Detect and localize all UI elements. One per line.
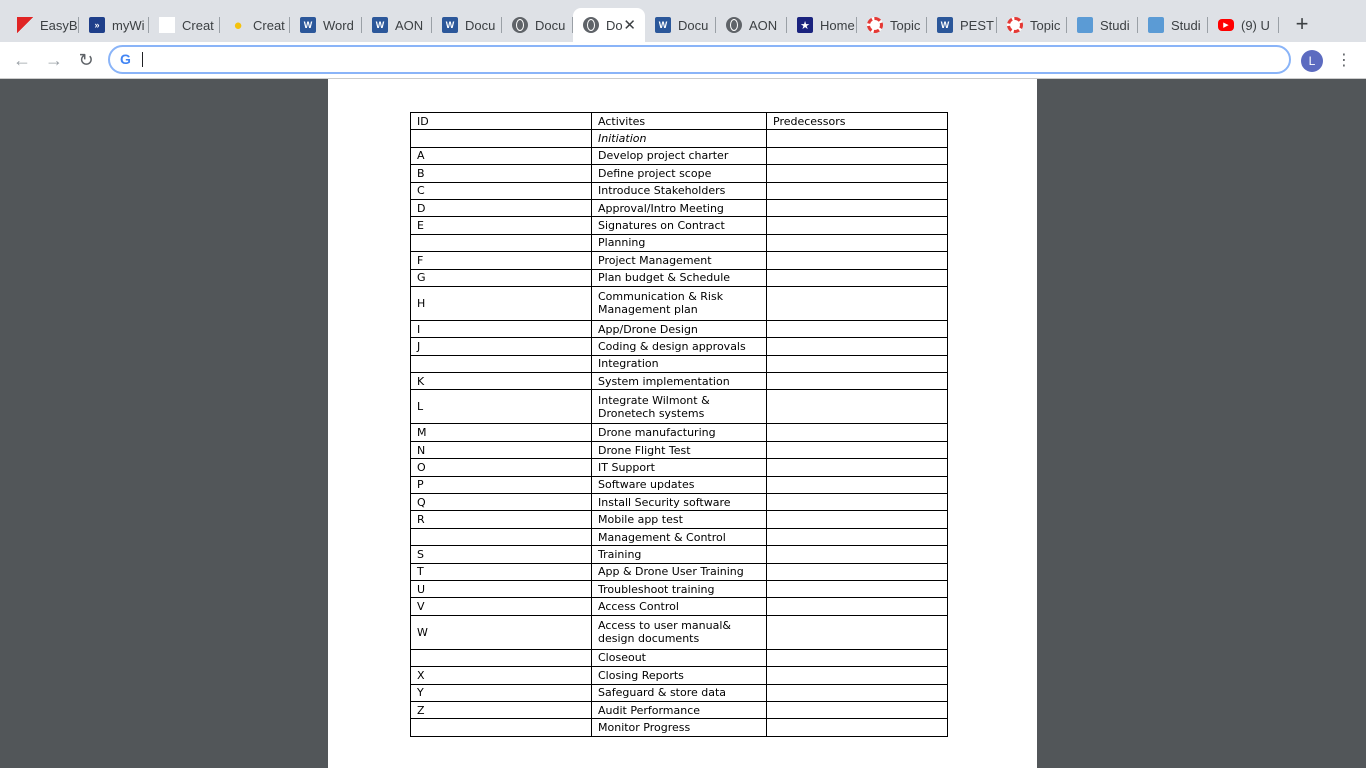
- predecessors-cell: [767, 649, 948, 666]
- predecessors-cell: [767, 719, 948, 736]
- id-cell: U: [411, 580, 592, 597]
- table-row: [411, 684, 948, 701]
- predecessors-cell: [767, 563, 948, 580]
- tab-separator: [1278, 17, 1279, 33]
- activity-cell: Planning: [592, 234, 767, 251]
- id-cell: A: [411, 147, 592, 164]
- predecessors-cell: [767, 598, 948, 615]
- activity-cell: Monitor Progress: [592, 719, 767, 736]
- activity-cell: Approval/Intro Meeting: [592, 199, 767, 216]
- table-row: [411, 649, 948, 666]
- id-cell: W: [411, 615, 592, 649]
- tab-title: Home: [820, 17, 855, 33]
- table-row: [411, 719, 948, 736]
- table-row: [411, 580, 948, 597]
- column-header: Activites: [592, 113, 767, 130]
- table-row: [411, 667, 948, 684]
- id-cell: S: [411, 546, 592, 563]
- globe-icon: [583, 17, 599, 33]
- tab-5[interactable]: [362, 8, 432, 42]
- id-cell: H: [411, 286, 592, 320]
- new-tab-button[interactable]: +: [1295, 11, 1309, 36]
- ring-icon: [867, 17, 883, 33]
- table-row: [411, 441, 948, 458]
- table-row: [411, 130, 948, 147]
- table-row: [411, 615, 948, 649]
- tab-title: Topic: [890, 17, 921, 33]
- tab-9[interactable]: [645, 8, 716, 42]
- word-icon: W: [442, 17, 458, 33]
- predecessors-cell: [767, 165, 948, 182]
- id-cell: X: [411, 667, 592, 684]
- activity-cell: Coding & design approvals: [592, 338, 767, 355]
- activity-cell: Safeguard & store data: [592, 684, 767, 701]
- predecessors-cell: [767, 234, 948, 251]
- tab-title: AON: [749, 17, 778, 33]
- id-cell: Y: [411, 684, 592, 701]
- table-header-row: [411, 113, 948, 130]
- predecessors-cell: [767, 459, 948, 476]
- activities-table: [410, 112, 948, 737]
- table-row: [411, 217, 948, 234]
- predecessors-cell: [767, 667, 948, 684]
- tab-12[interactable]: [857, 8, 927, 42]
- predecessors-cell: [767, 130, 948, 147]
- table-row: [411, 511, 948, 528]
- id-cell: D: [411, 199, 592, 216]
- activity-cell: Initiation: [592, 130, 767, 147]
- tab-title: EasyB: [40, 17, 78, 33]
- ring-icon: [1007, 17, 1023, 33]
- acrobat-icon: [17, 17, 33, 33]
- tab-title: Creat: [253, 17, 285, 33]
- predecessors-cell: [767, 528, 948, 545]
- activity-cell: Integration: [592, 355, 767, 372]
- tab-16[interactable]: [1138, 8, 1208, 42]
- id-cell: [411, 130, 592, 147]
- predecessors-cell: [767, 320, 948, 337]
- table-row: [411, 269, 948, 286]
- table-row: [411, 390, 948, 424]
- predecessors-cell: [767, 390, 948, 424]
- predecessors-cell: [767, 286, 948, 320]
- activity-cell: Define project scope: [592, 165, 767, 182]
- id-cell: P: [411, 476, 592, 493]
- activity-cell: Audit Performance: [592, 701, 767, 718]
- predecessors-cell: [767, 424, 948, 441]
- tab-11[interactable]: [787, 8, 857, 42]
- id-cell: Q: [411, 494, 592, 511]
- globe-icon: [512, 17, 528, 33]
- table-row: [411, 459, 948, 476]
- activity-cell: Access Control: [592, 598, 767, 615]
- id-cell: [411, 649, 592, 666]
- document-viewer: [0, 79, 1366, 768]
- activity-cell: App & Drone User Training: [592, 563, 767, 580]
- predecessors-cell: [767, 147, 948, 164]
- tab-title: Studi: [1171, 17, 1201, 33]
- tab-title: PEST: [960, 17, 994, 33]
- activity-cell: Integrate Wilmont & Dronetech systems: [592, 390, 767, 424]
- predecessors-cell: [767, 511, 948, 528]
- tab-title: myWi: [112, 17, 145, 33]
- id-cell: L: [411, 390, 592, 424]
- activity-cell: Install Security software: [592, 494, 767, 511]
- table-row: [411, 320, 948, 337]
- table-row: [411, 373, 948, 390]
- activity-cell: Software updates: [592, 476, 767, 493]
- table-row: [411, 546, 948, 563]
- predecessors-cell: [767, 701, 948, 718]
- id-cell: K: [411, 373, 592, 390]
- tab-7[interactable]: [502, 8, 573, 42]
- tab-10[interactable]: [716, 8, 787, 42]
- predecessors-cell: [767, 182, 948, 199]
- id-cell: T: [411, 563, 592, 580]
- address-bar[interactable]: [108, 45, 1291, 74]
- column-header: Predecessors: [767, 113, 948, 130]
- id-cell: M: [411, 424, 592, 441]
- study-icon: [1148, 17, 1164, 33]
- tab-17[interactable]: [1208, 8, 1279, 42]
- id-cell: N: [411, 441, 592, 458]
- activity-cell: Mobile app test: [592, 511, 767, 528]
- activity-cell: Access to user manual& design documents: [592, 615, 767, 649]
- predecessors-cell: [767, 355, 948, 372]
- tab-title: Do: [606, 17, 623, 33]
- predecessors-cell: [767, 199, 948, 216]
- tab-title: AON: [395, 17, 424, 33]
- id-cell: G: [411, 269, 592, 286]
- id-cell: V: [411, 598, 592, 615]
- activity-cell: IT Support: [592, 459, 767, 476]
- globe-icon: [726, 17, 742, 33]
- table-row: [411, 234, 948, 251]
- activity-cell: Management & Control: [592, 528, 767, 545]
- activity-cell: Troubleshoot training: [592, 580, 767, 597]
- tab-15[interactable]: [1067, 8, 1138, 42]
- tab-title: Docu: [465, 17, 496, 33]
- canva-icon: [159, 17, 175, 33]
- id-cell: [411, 528, 592, 545]
- activity-cell: Project Management: [592, 252, 767, 269]
- activity-cell: Closing Reports: [592, 667, 767, 684]
- google-icon: G: [120, 51, 131, 67]
- predecessors-cell: [767, 684, 948, 701]
- predecessors-cell: [767, 441, 948, 458]
- word-icon: W: [937, 17, 953, 33]
- activity-cell: System implementation: [592, 373, 767, 390]
- tab-title: Creat: [182, 17, 214, 33]
- activity-cell: App/Drone Design: [592, 320, 767, 337]
- word-icon: W: [655, 17, 671, 33]
- predecessors-cell: [767, 269, 948, 286]
- table-row: [411, 199, 948, 216]
- table-row: [411, 598, 948, 615]
- predecessors-cell: [767, 580, 948, 597]
- table-row: [411, 494, 948, 511]
- tab-2[interactable]: [149, 8, 220, 42]
- reload-button[interactable]: ↻: [78, 50, 94, 70]
- table-row: [411, 165, 948, 182]
- id-cell: I: [411, 320, 592, 337]
- predecessors-cell: [767, 546, 948, 563]
- table-row: [411, 476, 948, 493]
- tab-6[interactable]: [432, 8, 502, 42]
- id-cell: E: [411, 217, 592, 234]
- tab-3[interactable]: [220, 8, 290, 42]
- cengage-icon: »: [89, 17, 105, 33]
- more-menu-icon[interactable]: ⋮: [1336, 52, 1352, 69]
- text-caret: [142, 52, 143, 67]
- table-row: [411, 424, 948, 441]
- document-page: [328, 79, 1037, 768]
- table-row: [411, 355, 948, 372]
- tab-strip: [0, 0, 1366, 42]
- id-cell: B: [411, 165, 592, 182]
- activity-cell: Training: [592, 546, 767, 563]
- word-icon: W: [372, 17, 388, 33]
- study-icon: [1077, 17, 1093, 33]
- close-icon[interactable]: ✕: [623, 17, 636, 34]
- predecessors-cell: [767, 217, 948, 234]
- predecessors-cell: [767, 373, 948, 390]
- tab-title: Docu: [535, 17, 566, 33]
- id-cell: O: [411, 459, 592, 476]
- predecessors-cell: [767, 252, 948, 269]
- lightbulb-icon: ●: [233, 16, 243, 34]
- activity-cell: Communication & Risk Management plan: [592, 286, 767, 320]
- tab-0[interactable]: [7, 8, 79, 42]
- activity-cell: Develop project charter: [592, 147, 767, 164]
- tab-title: Word: [323, 17, 354, 33]
- tab-1[interactable]: [79, 8, 149, 42]
- table-row: [411, 182, 948, 199]
- predecessors-cell: [767, 476, 948, 493]
- tab-title: (9) U: [1241, 17, 1270, 33]
- back-button[interactable]: ←: [13, 50, 31, 70]
- table-row: [411, 252, 948, 269]
- tab-title: Topic: [1030, 17, 1061, 33]
- id-cell: Z: [411, 701, 592, 718]
- activity-cell: Signatures on Contract: [592, 217, 767, 234]
- predecessors-cell: [767, 615, 948, 649]
- id-cell: R: [411, 511, 592, 528]
- tab-8[interactable]: [573, 8, 645, 42]
- activity-cell: Plan budget & Schedule: [592, 269, 767, 286]
- tab-13[interactable]: [927, 8, 997, 42]
- id-cell: [411, 234, 592, 251]
- activity-cell: Drone Flight Test: [592, 441, 767, 458]
- activity-cell: Drone manufacturing: [592, 424, 767, 441]
- predecessors-cell: [767, 494, 948, 511]
- tab-4[interactable]: [290, 8, 362, 42]
- activity-cell: Introduce Stakeholders: [592, 182, 767, 199]
- tab-title: Docu: [678, 17, 709, 33]
- tab-title: Studi: [1100, 17, 1130, 33]
- table-row: [411, 701, 948, 718]
- column-header: ID: [411, 113, 592, 130]
- table-row: [411, 286, 948, 320]
- predecessors-cell: [767, 338, 948, 355]
- word-icon: W: [300, 17, 316, 33]
- table-row: [411, 147, 948, 164]
- youtube-icon: ▶: [1218, 19, 1234, 31]
- table-row: [411, 528, 948, 545]
- star-icon: ★: [797, 17, 813, 33]
- id-cell: J: [411, 338, 592, 355]
- table-row: [411, 563, 948, 580]
- table-row: [411, 338, 948, 355]
- profile-avatar[interactable]: L: [1301, 50, 1323, 72]
- id-cell: C: [411, 182, 592, 199]
- id-cell: [411, 355, 592, 372]
- forward-button[interactable]: →: [45, 50, 63, 70]
- browser-toolbar: [0, 42, 1366, 79]
- activity-cell: Closeout: [592, 649, 767, 666]
- tab-14[interactable]: [997, 8, 1067, 42]
- id-cell: F: [411, 252, 592, 269]
- id-cell: [411, 719, 592, 736]
